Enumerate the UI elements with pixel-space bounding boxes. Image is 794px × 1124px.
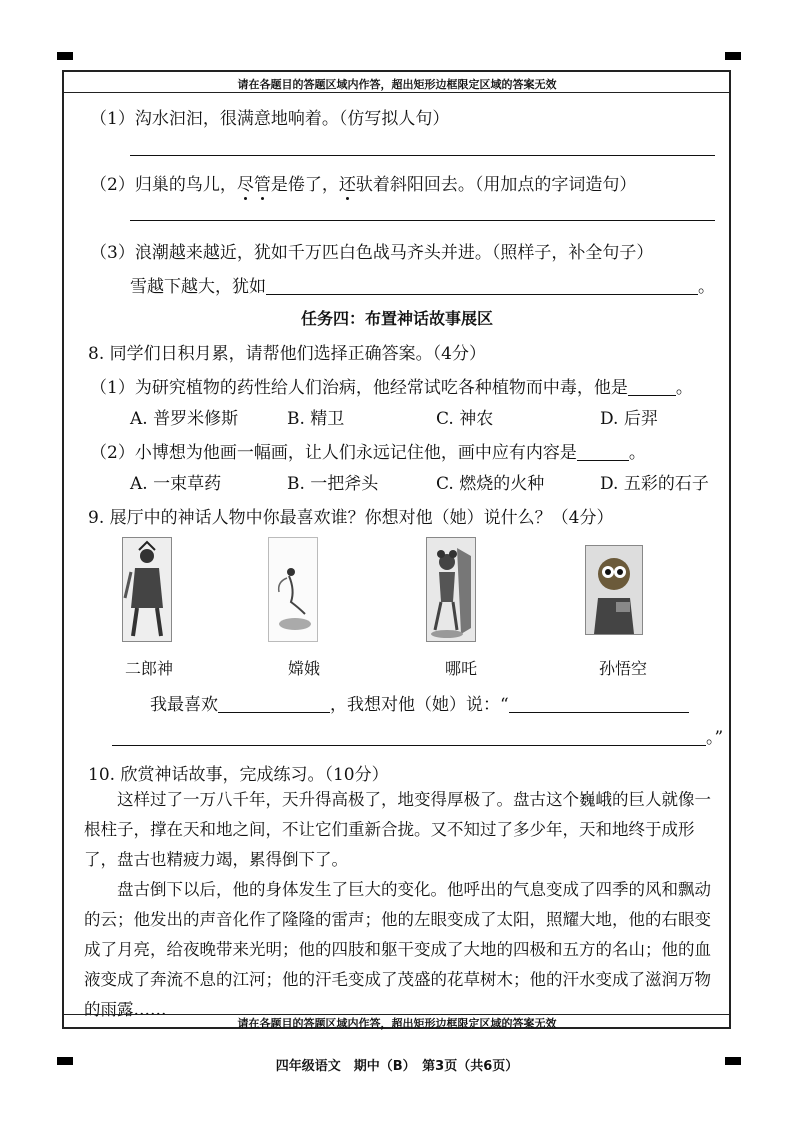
q8-sub2-blank[interactable] [577, 442, 629, 461]
change-image [268, 537, 318, 642]
q7-s2-mid: 是倦了， [270, 175, 339, 195]
q9-message-blank-2[interactable] [112, 727, 706, 746]
q7-sentence-3: （3）浪潮越来越近，犹如千万匹白色战马齐头并进。（照样子，补全句子） [90, 243, 654, 263]
nezha-image [426, 537, 476, 642]
q7-s2-pre: （2）归巢的鸟儿， [90, 175, 237, 195]
q9-fill-line [150, 690, 689, 715]
q8-sub2-text: （2）小博想为他画一幅画，让人们永远记住他，画中应有内容是 [90, 443, 577, 463]
q9-stem: 9. 展厅中的神话人物中你最喜欢谁？你想对他（她）说什么？（4分） [88, 508, 614, 528]
q9-message-blank-1[interactable] [509, 694, 689, 713]
q7-answer-line-1[interactable] [130, 155, 715, 156]
warning-top-divider [62, 92, 731, 93]
character-name-3: 哪吒 [444, 659, 477, 678]
q8-sub2-end: 。 [628, 443, 646, 463]
warning-bottom: 请在各题目的答题区域内作答，超出矩形边框限定区域的答案无效 [237, 1017, 557, 1030]
q7-answer-line-2[interactable] [130, 220, 715, 221]
q7-s3-end: 。 [698, 277, 715, 297]
sunwukong-image [585, 545, 643, 635]
q9-fill-end: 。” [706, 728, 724, 748]
q7-sentence-3-fill [130, 272, 715, 297]
q8-sub2-option-a[interactable]: A. 一束草药 [130, 474, 222, 494]
q10-passage-paragraph-1: 这样过了一万八千年，天升得高极了，地变得厚极了。盘古这个巍峨的巨人就像一根柱子，撑在天和地之间，不让它们重新合拢。又不知过了多少年，天和地终于成形了，盘古也精疲力竭，累得倒下了。 [84, 790, 711, 869]
q8-sub2 [90, 438, 646, 463]
task4-title: 任务四：布置神话故事展区 [300, 309, 493, 328]
q7-s3-prefix: 雪越下越大，犹如 [130, 277, 266, 297]
q8-sub1-option-b[interactable]: B. 精卫 [287, 409, 345, 429]
q8-sub1-blank[interactable] [628, 377, 676, 396]
q8-sub2-option-d[interactable]: D. 五彩的石子 [600, 474, 709, 494]
q8-sub1-option-c[interactable]: C. 神农 [436, 409, 494, 429]
character-name-2: 嫦娥 [287, 659, 320, 678]
character-name-4: 孙悟空 [598, 659, 647, 678]
q9-fill-line-2 [112, 723, 723, 748]
q7-s2-dotted-2: 管 [253, 175, 271, 195]
q10-stem: 10. 欣赏神话故事，完成练习。（10分） [88, 765, 389, 785]
warning-top: 请在各题目的答题区域内作答，超出矩形边框限定区域的答案无效 [237, 78, 557, 91]
q8-stem: 8. 同学们日积月累，请帮他们选择正确答案。（4分） [88, 344, 486, 364]
q9-favorite-blank[interactable] [218, 694, 330, 713]
q8-sub1-option-a[interactable]: A. 普罗米修斯 [130, 409, 239, 429]
q7-s2-post: 驮着斜阳回去。（用加点的字词造句） [355, 175, 637, 195]
page-footer: 四年级语文 期中（B） 第3页（共6页） [275, 1059, 519, 1074]
q8-sub1-text: （1）为研究植物的药性给人们治病，他经常试吃各种植物而中毒，他是 [90, 378, 628, 398]
q7-s2-dotted-3: 还 [338, 175, 356, 195]
q9-fill-a: 我最喜欢 [150, 695, 218, 715]
q8-sub1-option-d[interactable]: D. 后羿 [600, 409, 658, 429]
q10-passage-paragraph-2: 盘古倒下以后，他的身体发生了巨大的变化。他呼出的气息变成了四季的风和飘动的云；他发出的声音化作了隆隆的雷声；他的左眼变成了太阳，照耀大地，他的右眼变成了月亮，给夜晚带来光明；他的四肢和躯干变成了大地的四极和五方的名山；他的血液变成了奔流不息的江河；他的汗毛变成了茂盛的花草树木；他的汗水变成了滋润万物的雨露…… [84, 880, 711, 1019]
erlangshen-image [122, 537, 172, 642]
q8-sub2-option-c[interactable]: C. 燃烧的火种 [436, 474, 545, 494]
q7-s3-blank[interactable] [266, 276, 698, 295]
registration-mark-tr [725, 52, 741, 60]
q7-sentence-1: （1）沟水汩汩，很满意地响着。（仿写拟人句） [90, 109, 450, 129]
q7-s2-dotted-1: 尽 [236, 175, 254, 195]
q8-sub1 [90, 373, 693, 398]
q7-sentence-2 [90, 170, 636, 195]
q8-sub2-option-b[interactable]: B. 一把斧头 [287, 474, 379, 494]
q9-fill-b: ，我想对他（她）说：“ [330, 695, 509, 715]
registration-mark-tl [57, 52, 73, 60]
character-name-1: 二郎神 [124, 659, 173, 678]
q8-sub1-end: 。 [675, 378, 693, 398]
